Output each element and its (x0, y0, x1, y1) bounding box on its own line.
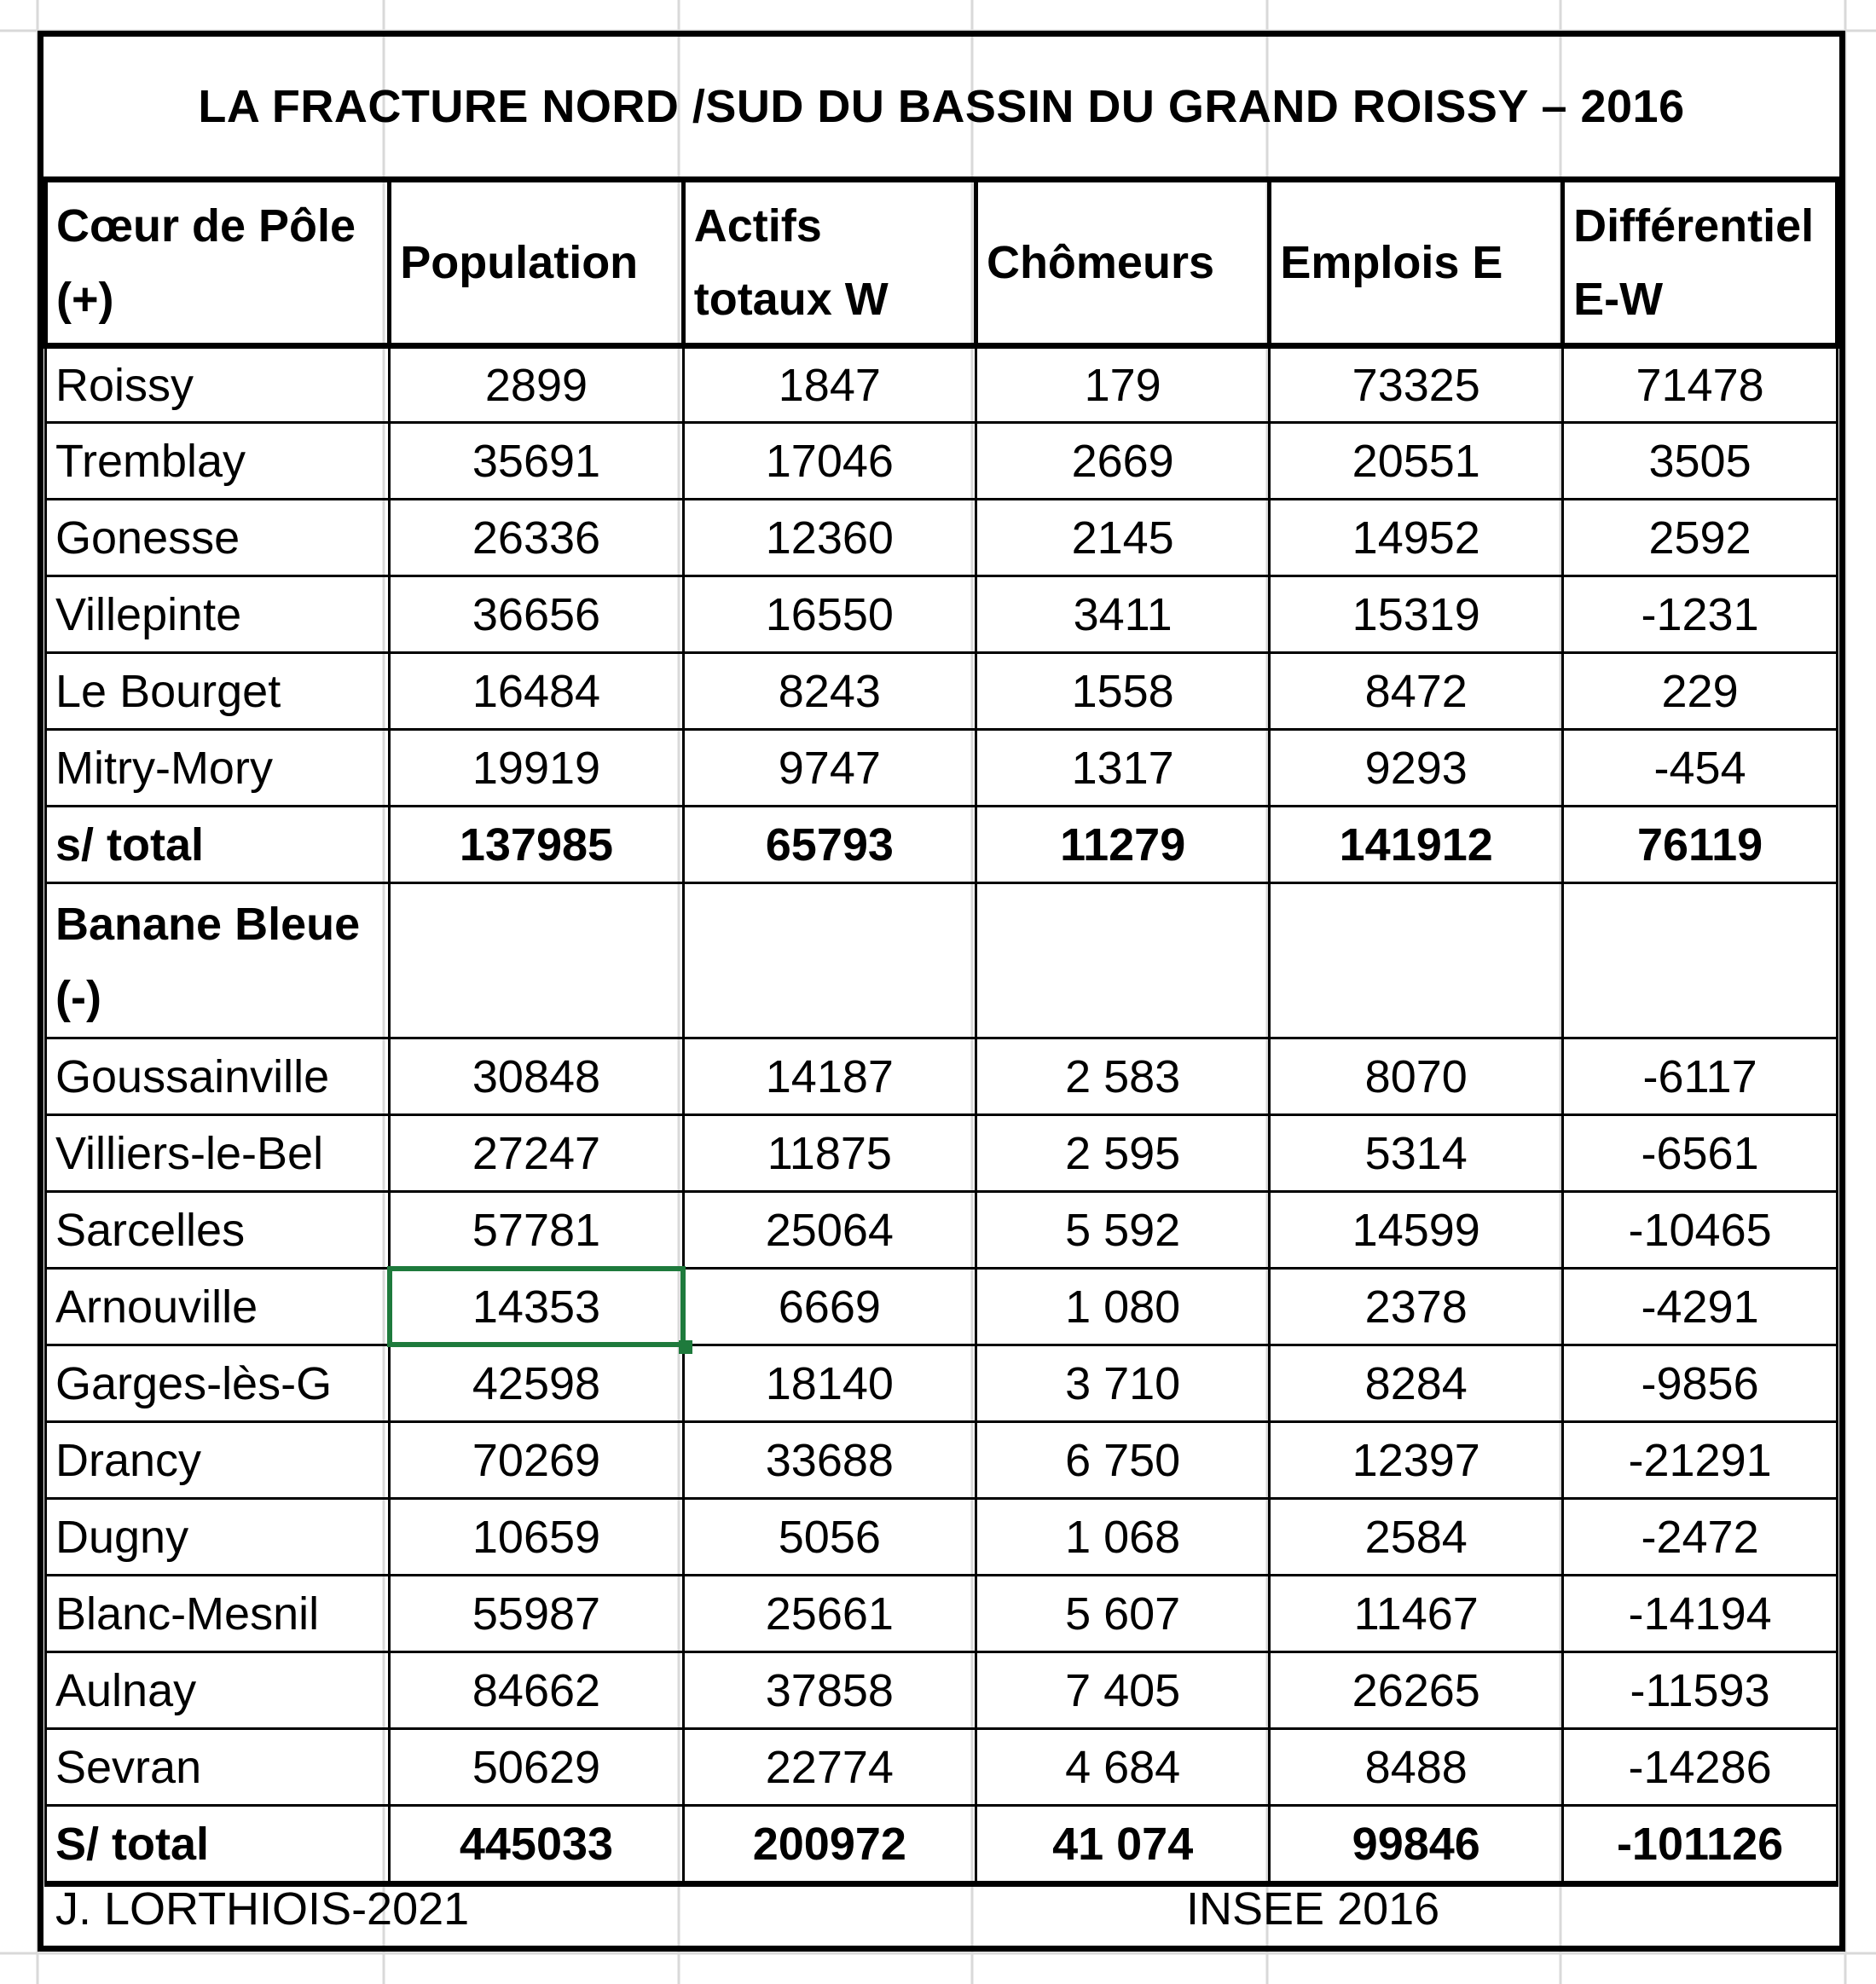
cell-chomeurs[interactable]: 6 750 (976, 1422, 1269, 1499)
cell-actifs[interactable]: 9747 (683, 730, 976, 807)
cell-emplois[interactable]: 141912 (1270, 807, 1563, 883)
cell-emplois[interactable]: 11467 (1270, 1576, 1563, 1652)
cell-actifs[interactable]: 5056 (683, 1499, 976, 1576)
cell-differentiel[interactable]: 229 (1563, 653, 1838, 730)
cell-emplois[interactable]: 8472 (1270, 653, 1563, 730)
cell-differentiel[interactable]: -6561 (1563, 1115, 1838, 1192)
cell-commune[interactable]: Sarcelles (46, 1192, 390, 1269)
cell-commune[interactable]: Le Bourget (46, 653, 390, 730)
cell-emplois[interactable]: 14952 (1270, 500, 1563, 576)
cell-population[interactable]: 55987 (390, 1576, 684, 1652)
cell-emplois[interactable]: 20551 (1270, 423, 1563, 500)
cell-differentiel[interactable]: -21291 (1563, 1422, 1838, 1499)
cell-commune[interactable]: Goussainville (46, 1038, 390, 1115)
cell-differentiel[interactable]: -4291 (1563, 1269, 1838, 1345)
author-credit: J. LORTHIOIS-2021 (55, 1883, 470, 1935)
cell-differentiel[interactable]: -11593 (1563, 1652, 1838, 1729)
header-population[interactable]: Population (390, 180, 684, 346)
cell-differentiel[interactable]: -6117 (1563, 1038, 1838, 1115)
header-row (46, 180, 1838, 346)
cell-emplois[interactable]: 8284 (1270, 1345, 1563, 1422)
header-chomeurs[interactable]: Chômeurs (976, 180, 1269, 346)
cell-actifs[interactable]: 12360 (683, 500, 976, 576)
cell-chomeurs[interactable]: 1 080 (976, 1269, 1269, 1345)
header-emplois[interactable]: Emplois E (1270, 180, 1563, 346)
cell-population[interactable]: 30848 (390, 1038, 684, 1115)
cell-actifs[interactable]: 11875 (683, 1115, 976, 1192)
cell-emplois[interactable]: 12397 (1270, 1422, 1563, 1499)
cell-chomeurs[interactable]: 5 607 (976, 1576, 1269, 1652)
cell-actifs[interactable]: 65793 (683, 807, 976, 883)
cell-emplois[interactable]: 26265 (1270, 1652, 1563, 1729)
cell-actifs[interactable]: 33688 (683, 1422, 976, 1499)
cell-population[interactable]: 84662 (390, 1652, 684, 1729)
table-row (46, 730, 1838, 807)
table-row (46, 423, 1838, 500)
cell-emplois[interactable]: 9293 (1270, 730, 1563, 807)
header-differentiel[interactable]: Différentiel E-W (1563, 180, 1838, 346)
cell-differentiel[interactable]: -1231 (1563, 576, 1838, 653)
cell-chomeurs[interactable]: 4 684 (976, 1729, 1269, 1806)
cell-actifs[interactable]: 14187 (683, 1038, 976, 1115)
data-table-frame (38, 31, 1845, 1952)
table-row (46, 1729, 1838, 1806)
cell-chomeurs[interactable]: 2 583 (976, 1038, 1269, 1115)
cell-actifs[interactable]: 8243 (683, 653, 976, 730)
cell-commune[interactable]: Blanc-Mesnil (46, 1576, 390, 1652)
table-row (46, 1652, 1838, 1729)
cell-commune[interactable]: S/ total (46, 1806, 390, 1884)
cell-population[interactable]: 16484 (390, 653, 684, 730)
cell-actifs[interactable]: 22774 (683, 1729, 976, 1806)
empty-cell[interactable] (683, 883, 976, 1038)
cell-chomeurs[interactable]: 7 405 (976, 1652, 1269, 1729)
cell-commune[interactable]: Garges-lès-G (46, 1345, 390, 1422)
cell-chomeurs[interactable]: 1 068 (976, 1499, 1269, 1576)
cell-commune[interactable]: Dugny (46, 1499, 390, 1576)
table-row (46, 1269, 1838, 1345)
cell-differentiel[interactable]: 3505 (1563, 423, 1838, 500)
cell-population[interactable]: 445033 (390, 1806, 684, 1884)
cell-population[interactable]: 14353 (390, 1269, 684, 1345)
cell-commune[interactable]: Mitry-Mory (46, 730, 390, 807)
cell-differentiel[interactable]: 76119 (1563, 807, 1838, 883)
cell-commune[interactable]: Arnouville (46, 1269, 390, 1345)
cell-differentiel[interactable]: -2472 (1563, 1499, 1838, 1576)
cell-actifs[interactable]: 17046 (683, 423, 976, 500)
cell-population[interactable]: 35691 (390, 423, 684, 500)
data-table (43, 176, 1839, 1887)
group-label[interactable]: Banane Bleue (-) (46, 883, 390, 1038)
table-row (46, 653, 1838, 730)
cell-commune[interactable]: Villepinte (46, 576, 390, 653)
header-actifs[interactable]: Actifs totaux W (683, 180, 976, 346)
cell-differentiel[interactable]: 2592 (1563, 500, 1838, 576)
source-credit: INSEE 2016 (1186, 1883, 1440, 1935)
cell-actifs[interactable]: 37858 (683, 1652, 976, 1729)
cell-population[interactable]: 26336 (390, 500, 684, 576)
cell-chomeurs[interactable]: 1558 (976, 653, 1269, 730)
table-row (46, 346, 1838, 423)
cell-chomeurs[interactable]: 3411 (976, 576, 1269, 653)
empty-cell[interactable] (1270, 883, 1563, 1038)
subtotal-row (46, 807, 1838, 883)
cell-chomeurs[interactable]: 2 595 (976, 1115, 1269, 1192)
cell-emplois[interactable]: 8488 (1270, 1729, 1563, 1806)
table-row (46, 1422, 1838, 1499)
cell-population[interactable]: 27247 (390, 1115, 684, 1192)
cell-commune[interactable]: Gonesse (46, 500, 390, 576)
table-title: LA FRACTURE NORD /SUD DU BASSIN DU GRAND ROISSY – 2016 (198, 81, 1685, 132)
cell-actifs[interactable]: 25064 (683, 1192, 976, 1269)
cell-emplois[interactable]: 14599 (1270, 1192, 1563, 1269)
cell-population[interactable]: 36656 (390, 576, 684, 653)
table-footer (43, 1872, 1839, 1946)
cell-population[interactable]: 50629 (390, 1729, 684, 1806)
cell-actifs[interactable]: 18140 (683, 1345, 976, 1422)
cell-differentiel[interactable]: -14286 (1563, 1729, 1838, 1806)
cell-population[interactable]: 10659 (390, 1499, 684, 1576)
empty-cell[interactable] (976, 883, 1269, 1038)
table-row (46, 576, 1838, 653)
cell-commune[interactable]: Aulnay (46, 1652, 390, 1729)
cell-commune[interactable]: Tremblay (46, 423, 390, 500)
cell-differentiel[interactable]: -101126 (1563, 1806, 1838, 1884)
cell-actifs[interactable]: 25661 (683, 1576, 976, 1652)
cell-chomeurs[interactable]: 2145 (976, 500, 1269, 576)
cell-emplois[interactable]: 5314 (1270, 1115, 1563, 1192)
cell-emplois[interactable]: 73325 (1270, 346, 1563, 423)
cell-differentiel[interactable]: -9856 (1563, 1345, 1838, 1422)
cell-population[interactable]: 57781 (390, 1192, 684, 1269)
cell-actifs[interactable]: 1847 (683, 346, 976, 423)
table-row (46, 1345, 1838, 1422)
cell-chomeurs[interactable]: 3 710 (976, 1345, 1269, 1422)
cell-actifs[interactable]: 6669 (683, 1269, 976, 1345)
cell-commune[interactable]: Sevran (46, 1729, 390, 1806)
cell-commune[interactable]: s/ total (46, 807, 390, 883)
group-label-row (46, 883, 1838, 1038)
cell-population[interactable]: 70269 (390, 1422, 684, 1499)
header-commune[interactable]: Cœur de Pôle (+) (46, 180, 390, 346)
cell-population[interactable]: 2899 (390, 346, 684, 423)
cell-chomeurs[interactable]: 1317 (976, 730, 1269, 807)
empty-cell[interactable] (1563, 883, 1838, 1038)
table-row (46, 500, 1838, 576)
cell-emplois[interactable]: 2584 (1270, 1499, 1563, 1576)
cell-actifs[interactable]: 200972 (683, 1806, 976, 1884)
table-row (46, 1499, 1838, 1576)
cell-actifs[interactable]: 16550 (683, 576, 976, 653)
table-row (46, 1115, 1838, 1192)
cell-population[interactable]: 19919 (390, 730, 684, 807)
cell-population[interactable]: 42598 (390, 1345, 684, 1422)
cell-emplois[interactable]: 99846 (1270, 1806, 1563, 1884)
cell-differentiel[interactable]: -454 (1563, 730, 1838, 807)
empty-cell[interactable] (390, 883, 684, 1038)
cell-differentiel[interactable]: -14194 (1563, 1576, 1838, 1652)
cell-emplois[interactable]: 8070 (1270, 1038, 1563, 1115)
cell-emplois[interactable]: 15319 (1270, 576, 1563, 653)
cell-population[interactable]: 137985 (390, 807, 684, 883)
cell-chomeurs[interactable]: 179 (976, 346, 1269, 423)
cell-chomeurs[interactable]: 41 074 (976, 1806, 1269, 1884)
cell-commune[interactable]: Roissy (46, 346, 390, 423)
table-row (46, 1192, 1838, 1269)
table-row (46, 1576, 1838, 1652)
cell-differentiel[interactable]: 71478 (1563, 346, 1838, 423)
cell-emplois[interactable]: 2378 (1270, 1269, 1563, 1345)
cell-commune[interactable]: Drancy (46, 1422, 390, 1499)
table-row (46, 1038, 1838, 1115)
cell-chomeurs[interactable]: 11279 (976, 807, 1269, 883)
cell-chomeurs[interactable]: 5 592 (976, 1192, 1269, 1269)
cell-chomeurs[interactable]: 2669 (976, 423, 1269, 500)
cell-commune[interactable]: Villiers-le-Bel (46, 1115, 390, 1192)
cell-differentiel[interactable]: -10465 (1563, 1192, 1838, 1269)
